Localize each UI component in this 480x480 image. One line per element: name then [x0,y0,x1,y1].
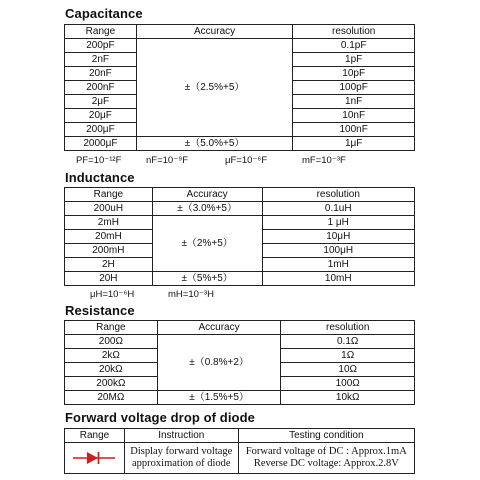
range-cell: 20kΩ [65,363,158,377]
resolution-cell: 1mH [262,258,415,272]
accuracy-cell: ±（1.5%+5） [157,391,281,405]
resolution-cell: 100pF [293,81,415,95]
accuracy-cell: ±（5%+5） [152,272,262,286]
range-cell [65,443,125,474]
unit-note: μH=10⁻⁶H [90,289,135,300]
resistance-table [64,320,415,405]
range-cell: 20nF [65,67,137,81]
table-header-row [65,429,415,443]
resolution-cell: 0.1Ω [281,335,415,349]
range-cell: 200pF [65,39,137,53]
table-row [65,335,415,349]
resolution-cell: 0.1uH [262,202,415,216]
resolution-cell: 0.1pF [293,39,415,53]
range-cell: 20mH [65,230,153,244]
condition-cell [238,443,414,474]
range-cell: 200kΩ [65,377,158,391]
accuracy-cell: ±（2%+5） [152,216,262,272]
table-row [65,39,415,53]
header-range: Range [65,429,125,443]
accuracy-cell: ±（0.8%+2） [157,335,281,391]
instruction-line: Display forward voltage [130,446,233,457]
range-cell: 200Ω [65,335,158,349]
table-row [65,216,415,230]
range-cell: 20MΩ [65,391,158,405]
range-cell: 2000μF [65,137,137,151]
header-resolution: resolution [293,25,415,39]
resolution-cell: 1nF [293,95,415,109]
unit-note: μF=10⁻⁶F [225,155,268,166]
range-cell: 20H [65,272,153,286]
unit-note: nF=10⁻⁹F [146,155,189,166]
range-cell: 20μF [65,109,137,123]
header-accuracy: Accuracy [157,321,281,335]
capacitance-units [0,155,480,167]
resolution-cell: 1pF [293,53,415,67]
diode-table [64,428,415,474]
unit-note: PF=10⁻¹²F [76,155,122,166]
diode-icon [69,450,119,466]
accuracy-cell: ±（3.0%+5） [152,202,262,216]
inductance-units [0,289,480,301]
resolution-cell: 10Ω [281,363,415,377]
header-accuracy: Accuracy [152,188,262,202]
header-resolution: resolution [281,321,415,335]
resolution-cell: 10μH [262,230,415,244]
unit-note: mH=10⁻³H [168,289,214,300]
instruction-cell [124,443,238,474]
resolution-cell: 100nF [293,123,415,137]
resolution-cell: 10pF [293,67,415,81]
header-testing-condition: Testing condition [238,429,414,443]
resolution-cell: 10kΩ [281,391,415,405]
resolution-cell: 100Ω [281,377,415,391]
range-cell: 2kΩ [65,349,158,363]
table-row [65,137,415,151]
table-header-row [65,25,415,39]
range-cell: 2H [65,258,153,272]
capacitance-table [64,24,415,151]
diode-title: Forward voltage drop of diode [65,410,255,425]
resolution-cell: 1Ω [281,349,415,363]
header-accuracy: Accuracy [136,25,293,39]
range-cell: 200mH [65,244,153,258]
range-cell: 200μF [65,123,137,137]
unit-note: mF=10⁻³F [302,155,346,166]
range-cell: 200uH [65,202,153,216]
instruction-line: approximation of diode [132,458,231,469]
inductance-title: Inductance [65,170,135,185]
table-header-row [65,321,415,335]
range-cell: 200nF [65,81,137,95]
range-cell: 2μF [65,95,137,109]
resolution-cell: 1 μH [262,216,415,230]
table-row [65,202,415,216]
resistance-title: Resistance [65,303,135,318]
range-cell: 2mH [65,216,153,230]
table-row [65,272,415,286]
condition-line: Reverse DC voltage: Approx.2.8V [253,458,399,469]
resolution-cell: 10mH [262,272,415,286]
condition-line: Forward voltage of DC : Approx.1mA [245,446,407,457]
resolution-cell: 1μF [293,137,415,151]
resolution-cell: 100μH [262,244,415,258]
accuracy-cell: ±（2.5%+5） [136,39,293,137]
accuracy-cell: ±（5.0%+5） [136,137,293,151]
header-resolution: resolution [262,188,415,202]
header-instruction: Instruction [124,429,238,443]
table-row [65,391,415,405]
range-cell: 2nF [65,53,137,67]
capacitance-title: Capacitance [65,6,143,21]
header-range: Range [65,321,158,335]
inductance-table [64,187,415,286]
header-range: Range [65,188,153,202]
header-range: Range [65,25,137,39]
table-header-row [65,188,415,202]
resolution-cell: 10nF [293,109,415,123]
table-row [65,443,415,474]
